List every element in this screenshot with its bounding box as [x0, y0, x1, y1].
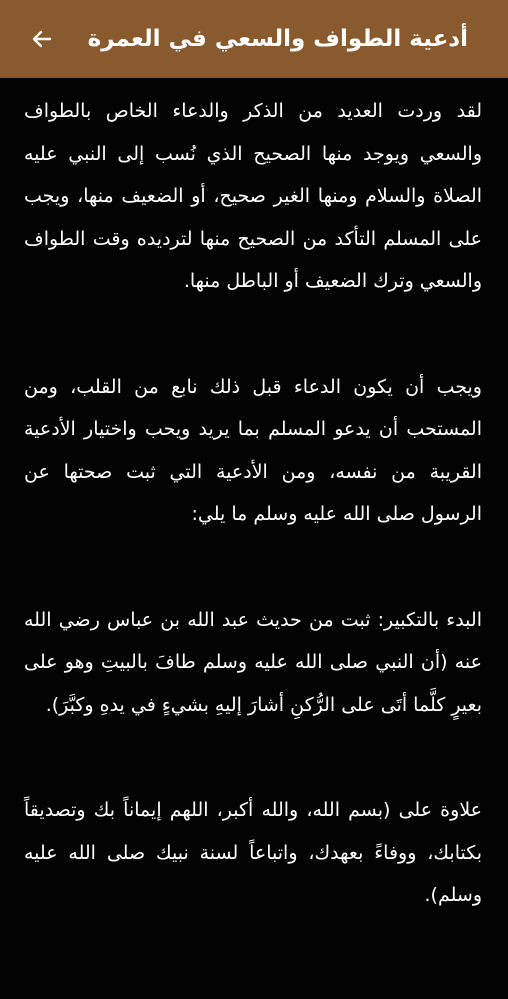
page-title: أدعية الطواف والسعي في العمرة	[87, 26, 468, 52]
paragraph-heart: ويجب أن يكون الدعاء قبل ذلك نابع من القلب، ومن المستحب أن يدعو المسلم بما يريد ويحب واختيار الأدعية القريبة من نفسه، ومن الأدعية التي ثبت صحتها عن الرسول صلى الله عليه وسلم ما يلي:	[24, 375, 482, 525]
paragraph-bismillah: علاوة على (بسم الله، والله أكبر، اللهم إيماناً بك وتصديقاً بكتابك، ووفاءً بعهدك، واتباعاً لسنة نبيك صلى الله عليه وسلم).	[24, 799, 482, 906]
paragraph-intro: لقد وردت العديد من الذكر والدعاء الخاص بالطواف والسعي ويوجد منها الصحيح الذي نُسب إلى النبي عليه الصلاة والسلام ومنها الغير صحيح، أو الضعيف منها، ويجب على المسلم التأكد من الصحيح منها لترديده وقت الطواف والسعي وترك الضعيف أو الباطل منها.	[24, 100, 482, 292]
paragraph-takbir: البدء بالتكبير: ثبت من حديث عبد الله بن عباس رضي الله عنه (أن النبي صلى الله عليه وسلم طافَ بالبيتِ وهو على بعيرٍ كلَّما أتَى على الرُّكنِ أشارَ إليهِ بشيءٍ في يدهِ وكبَّرَ).	[24, 608, 482, 716]
arrow-left-icon	[30, 27, 54, 51]
back-button[interactable]	[22, 19, 62, 59]
article-content[interactable]	[0, 78, 508, 999]
app-bar	[0, 0, 508, 78]
